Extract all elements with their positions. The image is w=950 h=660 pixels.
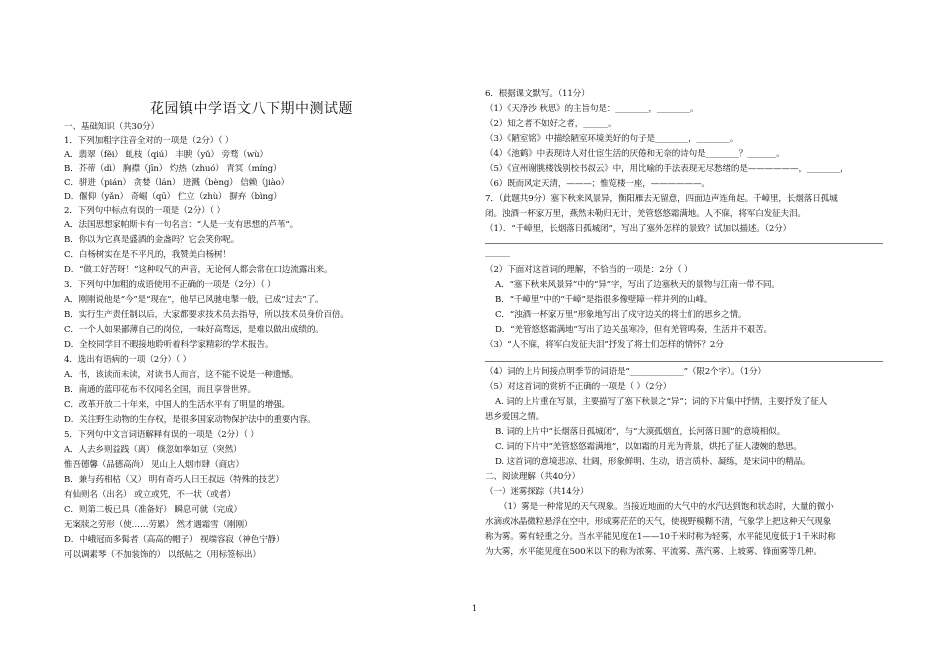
question-stem: （1）．“千嶂里，长烟落日孤城闭”，写出了塞外怎样的景致？试加以描述。（2分） bbox=[485, 224, 792, 234]
answer-option: 惟吾德馨（品德高尚） 见山上人烟市肆（商店） bbox=[64, 460, 244, 470]
answer-option: C．骈进（pián） 贪婪（lán） 迸溅（bèng） 信赖（jiào） bbox=[64, 178, 290, 188]
fill-in-line: （3）《陋室铭》中描绘陋室环境美好的句子是________，________。 bbox=[485, 134, 739, 144]
answer-option: C. 词的下片中“羌管悠悠霜满地”，以如霜的月光为背景，烘托了征人凄婉的愁思。 bbox=[495, 442, 802, 452]
answer-option: A. 词的上片重在写景，主要描写了塞下秋景之“异”；词的下片集中抒情，主要抒发了征人 bbox=[495, 397, 828, 407]
answer-option: 可以调素琴（不加装饰的） 以纸帖之（用标签标出） bbox=[64, 550, 261, 560]
section-heading: 一、基础知识（共30分） bbox=[64, 122, 160, 132]
page-number: 1 bbox=[472, 604, 478, 613]
fill-in-line: （5）《宣州谢朓楼饯别校书叔云》中，用比喻的手法表现无尽愁绪的是——————，________， bbox=[485, 164, 849, 174]
answer-option: A．翡翠（fěi） 虬枝（qiú） 丰腴（yǔ） 旁骛（wù） bbox=[64, 150, 268, 160]
answer-option: C．改革开放二十年来，中国人的生活水平有了明显的增强。 bbox=[64, 400, 290, 410]
answer-option: A．刚刚说他是“今”是“现在”，他早已风驰电掣一般，已成“过去”了。 bbox=[64, 295, 324, 305]
answer-option: D. 这首词的意境悲凉、壮阔，形象鲜明、生动，语言质朴、凝练，是宋词中的精品。 bbox=[495, 457, 811, 467]
answer-option: B．南通的蓝印花布不仅闻名全国，而且享誉世界。 bbox=[64, 385, 256, 395]
answer-rule bbox=[485, 361, 883, 362]
answer-rule bbox=[485, 243, 883, 244]
answer-option: B．你以为它真是盛酒的金盏吗？它会笑你呢。 bbox=[64, 235, 240, 245]
answer-option: D．“羌管悠悠霜满地”写出了边关虽寒冷，但有羌管鸣奏，生活并不艰苦。 bbox=[495, 325, 772, 335]
fill-in-line: （1）《天净沙 秋思》的主旨句是：________，________。 bbox=[485, 104, 699, 114]
answer-option: D．关注野生动物的生存权，是很多国家动物保护法中的重要内容。 bbox=[64, 415, 316, 425]
answer-option: A．人去乡则益践（离） 倏忽如拳如豆（突然） bbox=[64, 445, 242, 455]
passage-text: 为大雾，水平能见度在500米以下的称为浓雾、平流雾、蒸汽雾、上坡雾、锋面雾等几种。 bbox=[485, 547, 822, 557]
answer-option: B．“千嶂里”中的“千嶂”是指很多像壁障一样并列的山峰。 bbox=[495, 295, 713, 305]
answer-option: C．“浊酒一杯家万里”形象地写出了戍守边关的将士们的思乡之情。 bbox=[495, 310, 747, 320]
question-stem: 5．下列句中文言词语解释有误的一项是（2分）（ ） bbox=[64, 430, 259, 440]
answer-option: 思乡爱国之情。 bbox=[485, 412, 545, 422]
answer-option: C．一个人如果鄙薄自己的岗位，一味好高骛远，是难以做出成绩的。 bbox=[64, 325, 324, 335]
subsection-heading: （一）迷雾探踪（共14分） bbox=[485, 487, 589, 497]
poem-text: 闭。浊酒一杯家万里，燕然未勒归无计，羌管悠悠霜满地。人不寐，将军白发征夫泪。 bbox=[485, 209, 806, 219]
fill-in-line: （4）《池鹤》中表现诗人对仕宦生活的厌倦和无奈的诗句是________？_______。 bbox=[485, 149, 785, 159]
answer-option: C．则第二板已具（准备好） 瞬息可就（完成） bbox=[64, 505, 242, 515]
question-stem: （2）下面对这首词的理解，不恰当的一项是：2分（ ） bbox=[485, 265, 693, 275]
passage-text: 称为雾。雾有轻重之分。当水平能见度在1——10千米时称为轻雾，水平能见度低于1千米时称 bbox=[485, 532, 836, 542]
question-stem: 4．选出有语病的一项（2分）（ ） bbox=[64, 355, 192, 365]
page-title: 花园镇中学语文八下期中测试题 bbox=[150, 101, 353, 117]
answer-option: D．中峨冠而多髯者（高高的帽子） 视端容寂（神色宁静） bbox=[64, 535, 285, 545]
question-stem: （4）词的上片间接点明季节的词语是“_____________”（限2个字）。（1分） bbox=[485, 367, 766, 377]
answer-option: 无案牍之劳形（使……劳累） 然才遇霜雪（刚刚） bbox=[64, 520, 253, 530]
passage-text: （1）雾是一种常见的天气现象。当接近地面的大气中的水汽达到饱和状态时，大量的微小 bbox=[499, 502, 834, 512]
answer-option: 有仙则名（出名） 或立或凭，不一状（或者） bbox=[64, 490, 236, 500]
answer-option: B．兼与药相枯（又） 明有奇巧人曰王叔远（特殊的技艺） bbox=[64, 475, 284, 485]
answer-option: B．实行生产责任制以后，大家都要求技术员去指导，所以技术员身价百倍。 bbox=[64, 310, 349, 320]
answer-option: A．书，该读而未读，对读书人而言，这不能不说是一种遗憾。 bbox=[64, 370, 299, 380]
fill-in-line: （2）知之者不如好之者，______。 bbox=[485, 119, 617, 129]
answer-option: D．偃仰（yǎn） 奇崛（qū） 伫立（zhù） 摒弃（bìng） bbox=[64, 192, 282, 202]
poem-text: 7．（此题共9分）塞下秋来风景异，衡阳雁去无留意，四面边声连角起。千嶂里，长烟落日孤城 bbox=[485, 194, 838, 204]
answer-option: A．法国思想家帕斯卡有一句名言：“人是一支有思想的芦苇”。 bbox=[64, 220, 299, 230]
answer-option: D．全校同学目不暇接地聆听着科学家精彩的学术报告。 bbox=[64, 340, 274, 350]
answer-option: D．“做工好苦呀！”这种叹气的声音，无论何人都会常在口边流露出来。 bbox=[64, 265, 333, 275]
fill-in-line: （6）既而风定天清，———；惟览楼一座，——————。 bbox=[485, 179, 710, 189]
answer-option: B. 词的上片中“长烟落日孤城闭”，与“大漠孤烟直，长河落日圆”的意境相似。 bbox=[495, 427, 786, 437]
passage-text: 水滴或冰晶微粒悬浮在空中，形成雾茫茫的天气，使视野模糊不清，气象学上把这种天气现象 bbox=[485, 517, 832, 527]
answer-option: B．芥蒂（dì） 胸襟（jīn） 灼热（zhuó） 青冥（míng） bbox=[64, 164, 282, 174]
question-stem: 1．下列加粗字注音全对的一项是（2分）（ ） bbox=[64, 136, 234, 146]
answer-blank: ______ bbox=[485, 248, 510, 258]
question-stem: 2．下列句中标点有误的一项是（2分）（ ） bbox=[64, 206, 225, 216]
question-stem: （5）对这首词的赏析不正确的一项是（ ）（2分） bbox=[485, 382, 672, 392]
section-heading: 二、阅读理解（共40分） bbox=[485, 472, 581, 482]
question-stem: 3．下列句中加粗的成语使用不正确的一项是（2分）（ ） bbox=[64, 280, 276, 290]
answer-option: A．“塞下秋来风景异”中的“异”字，写出了边塞秋天的景物与江南一带不同。 bbox=[495, 280, 780, 290]
question-stem: 6．根据课文默写。（11分） bbox=[485, 89, 590, 99]
question-stem: （3）“人不寐，将军白发征夫泪”抒发了将士们怎样的情怀？2分 bbox=[485, 340, 724, 350]
answer-option: C．白杨树实在是不平凡的，我赞美白杨树！ bbox=[64, 250, 231, 260]
